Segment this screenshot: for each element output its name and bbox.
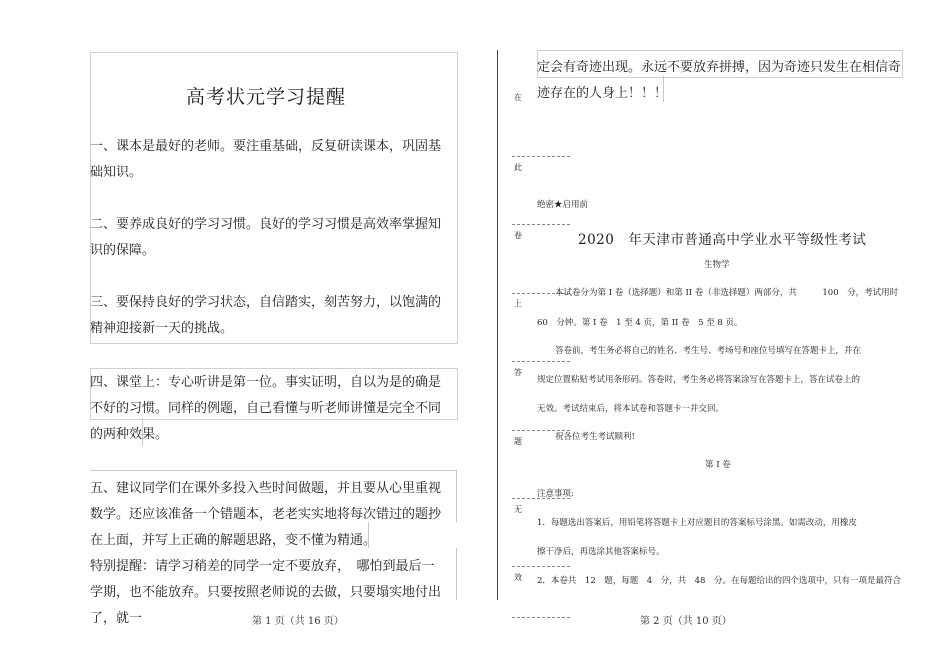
- notice-2: 2．本卷共 12 题，每题 4 分，共 48 分。在每题给出的四个选项中，只有一项是最符合: [537, 576, 901, 586]
- tip-item-1: 一、课本是最好的老师。要注重基础，反复研读课本，巩固基础知识。: [90, 139, 442, 180]
- special-reminder: 特别提醒：请学习稍差的同学一定不要放弃， 哪怕到最后一学期，也不能放弃。只要按照老师说的去做，只要塌实地付出了，就一: [90, 559, 442, 626]
- tip-item-3: 三、要保持良好的学习状态，自信踏实，刻苦努力，以饱满的精神迎接新一天的挑战。: [90, 295, 442, 336]
- exam-title: 2020 年天津市普通高中学业水平等级性考试: [578, 232, 867, 248]
- answer-line-3: 无效。考试结束后，将本试卷和答题卡一并交回。: [537, 404, 725, 414]
- tip-item-4: 四、课堂上：专心听讲是第一位。事实证明，自以为是的确是不好的习惯。同样的例题，自己看懂与听老师讲懂是完全不同的两种效果。: [90, 375, 442, 442]
- margin-mark-shang: 上: [514, 299, 522, 308]
- margin-dash: [512, 224, 570, 225]
- margin-dash: [512, 617, 570, 618]
- section-heading: 第 I 卷: [705, 460, 731, 470]
- item6-frame-right: [456, 548, 457, 600]
- margin-mark-da: 答: [514, 368, 522, 377]
- page-divider: [497, 50, 498, 600]
- margin-mark-juan: 卷: [514, 231, 522, 240]
- subject-label: 生物学: [704, 260, 730, 270]
- tip-item-5: 五、建议同学们在课外多投入些时间做题，并且要从心里重视数学。还应该准备一个错题本，老老实实地将每次错过的题抄在上面，并写上正确的解题思路，变不懂为精通。: [90, 481, 442, 548]
- intro-line-1: 本试卷分为第 I 卷（选择题）和第 II 卷（非选择题）两部分，共 100 分，考试用时: [555, 288, 899, 298]
- margin-mark-ti: 题: [514, 437, 522, 446]
- margin-mark-xiao: 效: [514, 573, 522, 582]
- secret-label: 绝密★启用前: [537, 200, 589, 210]
- answer-line-2: 规定位置粘贴考试用条形码。答卷时，考生务必将答案涂写在答题卡上，答在试卷上的: [537, 375, 861, 385]
- margin-dash: [512, 156, 570, 157]
- margin-dash: [512, 566, 570, 567]
- wish-line: 祝各位考生考试顺利!: [555, 432, 635, 442]
- continued-line-1: 定会有奇迹出现。永远不要放弃拼搏，因为奇迹只发生在相信奇: [537, 60, 902, 75]
- tip-item-2: 二、要养成良好的学习习惯。良好的学习习惯是高效率掌握知识的保障。: [90, 217, 442, 258]
- right-page-footer: 第 2 页（共 10 页）: [640, 616, 732, 627]
- margin-mark-zai: 在: [514, 93, 522, 102]
- margin-mark-wu: 无: [514, 505, 522, 514]
- continued-line-2: 迹存在的人身上！！！: [537, 86, 668, 101]
- item5-frame-right: [456, 470, 457, 522]
- margin-dash: [512, 361, 570, 362]
- answer-line-1: 答卷前，考生务必将自己的姓名、考生号、考场号和座位号填写在答题卡上，并在: [555, 346, 862, 356]
- notice-title: 注意事项:: [537, 489, 574, 499]
- left-page-footer: 第 1 页（共 16 页）: [252, 616, 344, 627]
- item5-frame-top: [90, 470, 456, 471]
- page-title: 高考状元学习提醒: [185, 86, 346, 108]
- margin-mark-ci: 此: [514, 163, 522, 172]
- notice-1-line-2: 擦干净后，再选涂其他答案标号。: [537, 547, 665, 557]
- intro-line-2: 60 分钟。第 I 卷 1 至 4 页，第 II 卷 5 至 8 页。: [537, 318, 743, 328]
- notice-1-line-1: 1．每题选出答案后，用铅笔将答题卡上对应题目的答案标号涂黑。如需改动，用橡皮: [537, 518, 857, 528]
